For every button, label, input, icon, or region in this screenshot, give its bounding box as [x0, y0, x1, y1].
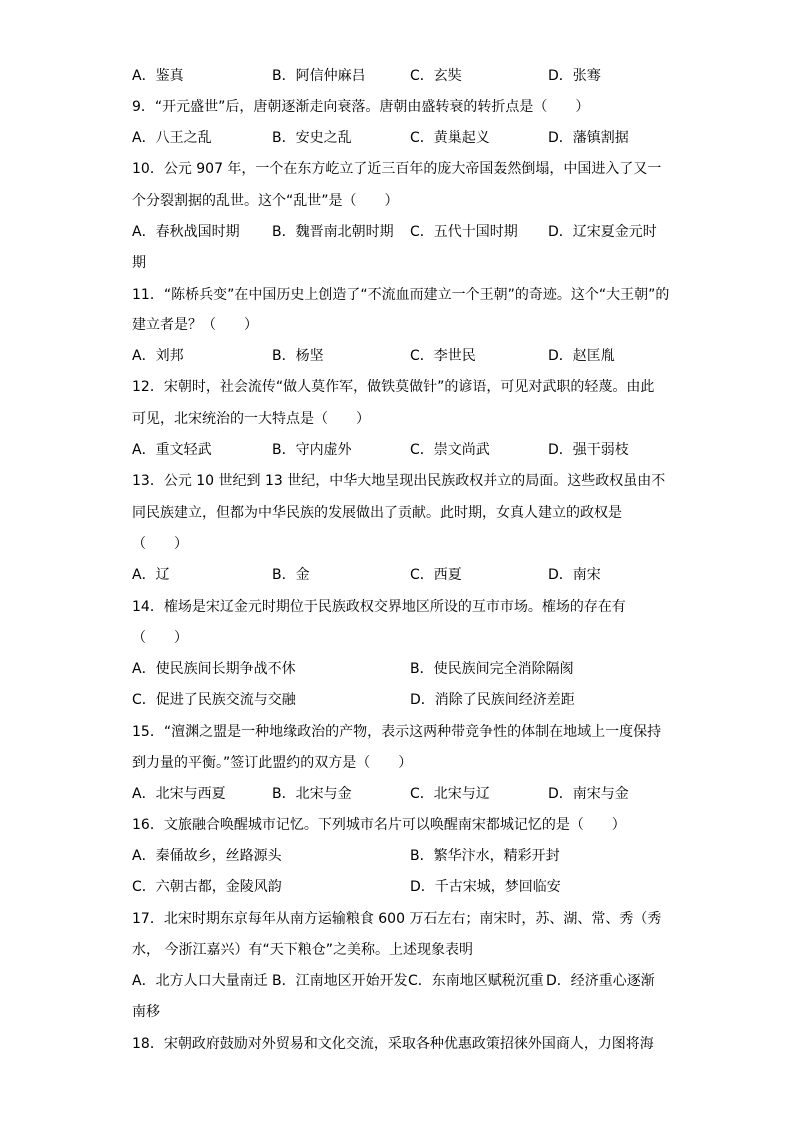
q10-option-b[interactable]: B．魏晋南北朝时期	[272, 224, 394, 240]
q12-option-a[interactable]: A．重文轻武	[132, 442, 212, 458]
q13-option-c[interactable]: C．西夏	[410, 567, 462, 583]
q10-stem-line-2: 个分裂割据的乱世。这个“乱世”是（ ）	[132, 193, 399, 209]
q8-option-a[interactable]: A．鉴真	[132, 68, 184, 84]
q13-stem-line-2: 同民族建立，但都为中华民族的发展做出了贡献。此时期，女真人建立的政权是	[132, 505, 622, 521]
q14-option-c[interactable]: C．促进了民族交流与交融	[132, 692, 296, 708]
q15-option-c[interactable]: C．北宋与辽	[410, 786, 490, 802]
q10-option-a[interactable]: A．春秋战国时期	[132, 224, 240, 240]
q12-option-c[interactable]: C．崇文尚武	[410, 442, 490, 458]
q13-stem-line-1: 13．公元 10 世纪到 13 世纪，中华大地呈现出民族政权并立的局面。这些政权虽由不	[132, 473, 666, 489]
q10-option-c[interactable]: C．五代十国时期	[410, 224, 518, 240]
q8-option-d[interactable]: D．张骞	[548, 68, 601, 84]
q14-stem-line-1: 14．榷场是宋辽金元时期位于民族政权交界地区所设的互市市场。榷场的存在有	[132, 599, 626, 615]
q13-option-b[interactable]: B．金	[272, 567, 310, 583]
q15-option-d[interactable]: D．南宋与金	[548, 786, 629, 802]
q9-stem: 9．“开元盛世”后，唐朝逐渐走向衰落。唐朝由盛转衰的转折点是（ ）	[132, 99, 590, 115]
q8-option-c[interactable]: C．玄奘	[410, 68, 462, 84]
q11-stem-line-2: 建立者是？（ ）	[132, 317, 258, 333]
q13-option-a[interactable]: A．辽	[132, 567, 170, 583]
q17-option-b[interactable]: B．江南地区开始开发	[272, 973, 408, 989]
q12-option-b[interactable]: B．守内虚外	[272, 442, 352, 458]
q13-stem-line-3: （ ）	[132, 536, 188, 552]
q17-stem-line-1: 17．北宋时期东京每年从南方运输粮食 600 万石左右；南宋时，苏、湖、常、秀（秀	[132, 911, 662, 927]
q9-options	[132, 128, 662, 148]
q16-option-b[interactable]: B．繁华汴水，精彩开封	[410, 848, 560, 864]
q12-options	[132, 440, 662, 460]
q17-option-d-wrap: 南移	[132, 1004, 160, 1020]
q17-stem-line-2: 水， 今浙江嘉兴）有“天下粮仓”之美称。上述现象表明	[132, 942, 473, 958]
q15-stem-line-1: 15．“澶渊之盟是一种地缘政治的产物，表示这两种带竞争性的体制在地域上一度保持	[132, 724, 662, 740]
q18-stem-line-1: 18．宋朝政府鼓励对外贸易和文化交流，采取各种优惠政策招徕外国商人，力图将海	[132, 1036, 654, 1052]
q14-stem-line-2: （ ）	[132, 630, 188, 646]
q11-option-c[interactable]: C．李世民	[410, 348, 476, 364]
q11-option-b[interactable]: B．杨坚	[272, 348, 324, 364]
q10-stem-line-1: 10．公元 907 年，一个在东方屹立了近三百年的庞大帝国轰然倒塌，中国进入了又一	[132, 161, 662, 177]
q12-stem-line-1: 12．宋朝时，社会流传“做人莫作军，做铁莫做针”的谚语，可见对武职的轻蔑。由此	[132, 379, 655, 395]
q13-option-d[interactable]: D．南宋	[548, 567, 601, 583]
q17-options	[132, 971, 662, 991]
q16-option-a[interactable]: A．秦俑故乡，丝路源头	[132, 848, 282, 864]
q11-option-a[interactable]: A．刘邦	[132, 348, 184, 364]
q11-stem-line-1: 11．“陈桥兵变”在中国历史上创造了“不流血而建立一个王朝”的奇迹。这个“大王朝”的	[132, 287, 670, 303]
q17-option-c[interactable]: C．东南地区赋税沉重	[408, 973, 544, 989]
q10-option-d[interactable]: D．辽宋夏金元时	[548, 224, 657, 240]
q17-option-d[interactable]: D．经济重心逐渐	[546, 973, 655, 989]
q17-option-a[interactable]: A．北方人口大量南迁	[132, 973, 268, 989]
q16-stem: 16．文旅融合唤醒城市记忆。下列城市名片可以唤醒南宋都城记忆的是（ ）	[132, 817, 626, 833]
q14-options-row-2	[132, 690, 662, 710]
q8-option-b[interactable]: B．阿信仲麻吕	[272, 68, 366, 84]
q14-options-row-1	[132, 659, 662, 679]
q13-options	[132, 565, 662, 585]
q11-options	[132, 346, 662, 366]
q16-option-c[interactable]: C．六朝古都，金陵风韵	[132, 879, 282, 895]
q14-option-a[interactable]: A．使民族间长期争战不休	[132, 661, 296, 677]
q9-option-d[interactable]: D．藩镇割据	[548, 130, 629, 146]
q16-options-row-1	[132, 846, 662, 866]
q14-option-b[interactable]: B．使民族间完全消除隔阂	[410, 661, 574, 677]
q9-option-a[interactable]: A．八王之乱	[132, 130, 212, 146]
q8-options	[132, 66, 662, 86]
q9-option-c[interactable]: C．黄巢起义	[410, 130, 490, 146]
q12-stem-line-2: 可见，北宋统治的一大特点是（ ）	[132, 411, 370, 427]
q15-stem-line-2: 到力量的平衡。”签订此盟约的双方是（ ）	[132, 755, 413, 771]
q11-option-d[interactable]: D．赵匡胤	[548, 348, 615, 364]
q16-option-d[interactable]: D．千古宋城，梦回临安	[410, 879, 561, 895]
q15-options	[132, 784, 662, 804]
q14-option-d[interactable]: D．消除了民族间经济差距	[410, 692, 575, 708]
q16-options-row-2	[132, 877, 662, 897]
q10-options	[132, 222, 662, 242]
q15-option-b[interactable]: B．北宋与金	[272, 786, 352, 802]
q10-option-d-wrap: 期	[132, 255, 146, 271]
q15-option-a[interactable]: A．北宋与西夏	[132, 786, 226, 802]
q9-option-b[interactable]: B．安史之乱	[272, 130, 352, 146]
q12-option-d[interactable]: D．强干弱枝	[548, 442, 629, 458]
